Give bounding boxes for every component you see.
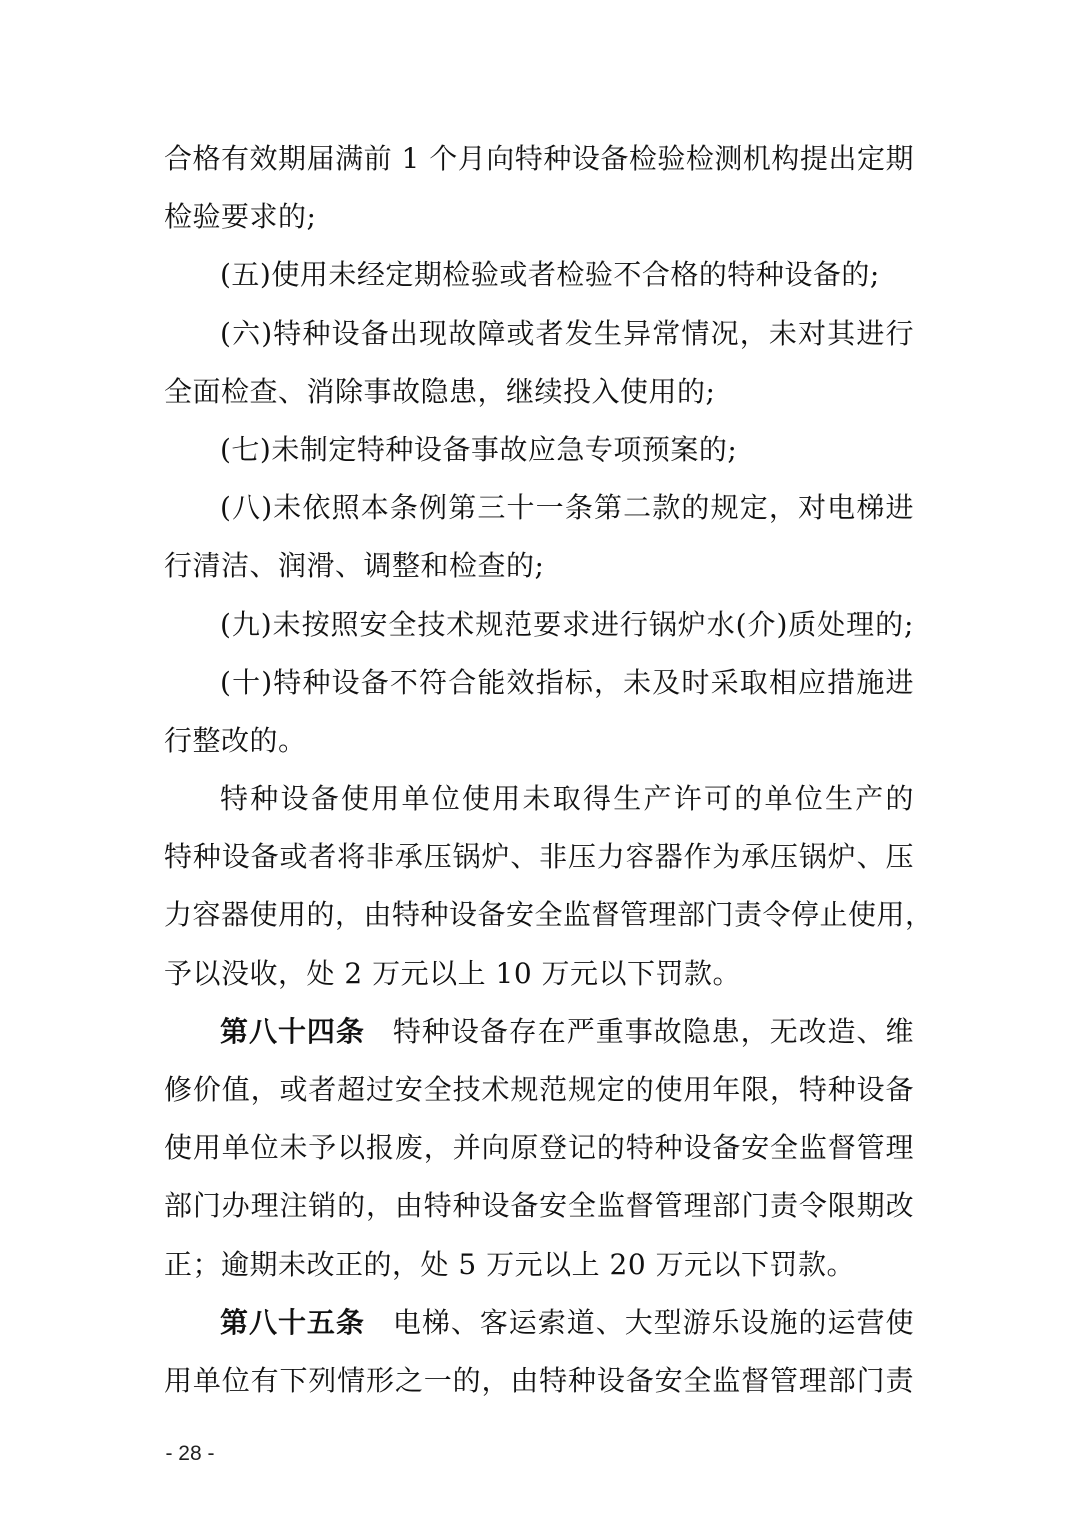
text-line: 正；逾期未改正的，处 5 万元以上 20 万元以下罚款。	[164, 1247, 856, 1281]
text-line: 部门办理注销的，由特种设备安全监督管理部门责令限期改	[164, 1189, 914, 1223]
text-line: 使用单位未予以报废，并向原登记的特种设备安全监督管理	[164, 1131, 914, 1165]
document-body	[164, 130, 934, 1410]
list-item-6: (六)特种设备出现故障或者发生异常情况，未对其进行	[220, 316, 914, 350]
paragraph-start: 特种设备使用单位使用未取得生产许可的单位生产的	[220, 782, 914, 816]
article-85-line	[164, 1294, 914, 1352]
text-line: 行整改的。	[164, 723, 307, 757]
text-line: 合格有效期届满前 1 个月向特种设备检验检测机构提出定期	[164, 142, 914, 175]
list-item-8: (八)未依照本条例第三十一条第二款的规定，对电梯进	[220, 491, 914, 525]
text-line: 行清洁、润滑、调整和检查的;	[164, 549, 545, 583]
text-line: 全面检查、消除事故隐患，继续投入使用的;	[164, 374, 716, 408]
article-84-line	[164, 1003, 914, 1061]
article-84-heading: 第八十四条	[220, 1014, 365, 1048]
list-item-7: (七)未制定特种设备事故应急专项预案的;	[220, 432, 738, 466]
text-line: 力容器使用的，由特种设备安全监督管理部门责令停止使用，	[164, 898, 934, 932]
article-84-text: 特种设备存在严重事故隐患，无改造、维	[392, 1014, 914, 1048]
article-85-heading: 第八十五条	[220, 1305, 365, 1339]
page-number: - 28 -	[165, 1442, 215, 1465]
text-line: 用单位有下列情形之一的，由特种设备安全监督管理部门责	[164, 1363, 914, 1397]
list-item-5: (五)使用未经定期检验或者检验不合格的特种设备的;	[220, 258, 880, 292]
text-line: 检验要求的;	[164, 200, 317, 234]
list-item-9: (九)未按照安全技术规范要求进行锅炉水(介)质处理的;	[220, 607, 914, 641]
list-item-10: (十)特种设备不符合能效指标，未及时采取相应措施进	[220, 665, 914, 699]
text-line: 修价值，或者超过安全技术规范规定的使用年限，特种设备	[164, 1073, 914, 1106]
article-85-text: 电梯、客运索道、大型游乐设施的运营使	[392, 1305, 914, 1339]
text-line: 予以没收，处 2 万元以上 10 万元以下罚款。	[164, 956, 742, 990]
text-line: 特种设备或者将非承压锅炉、非压力容器作为承压锅炉、压	[164, 840, 914, 874]
